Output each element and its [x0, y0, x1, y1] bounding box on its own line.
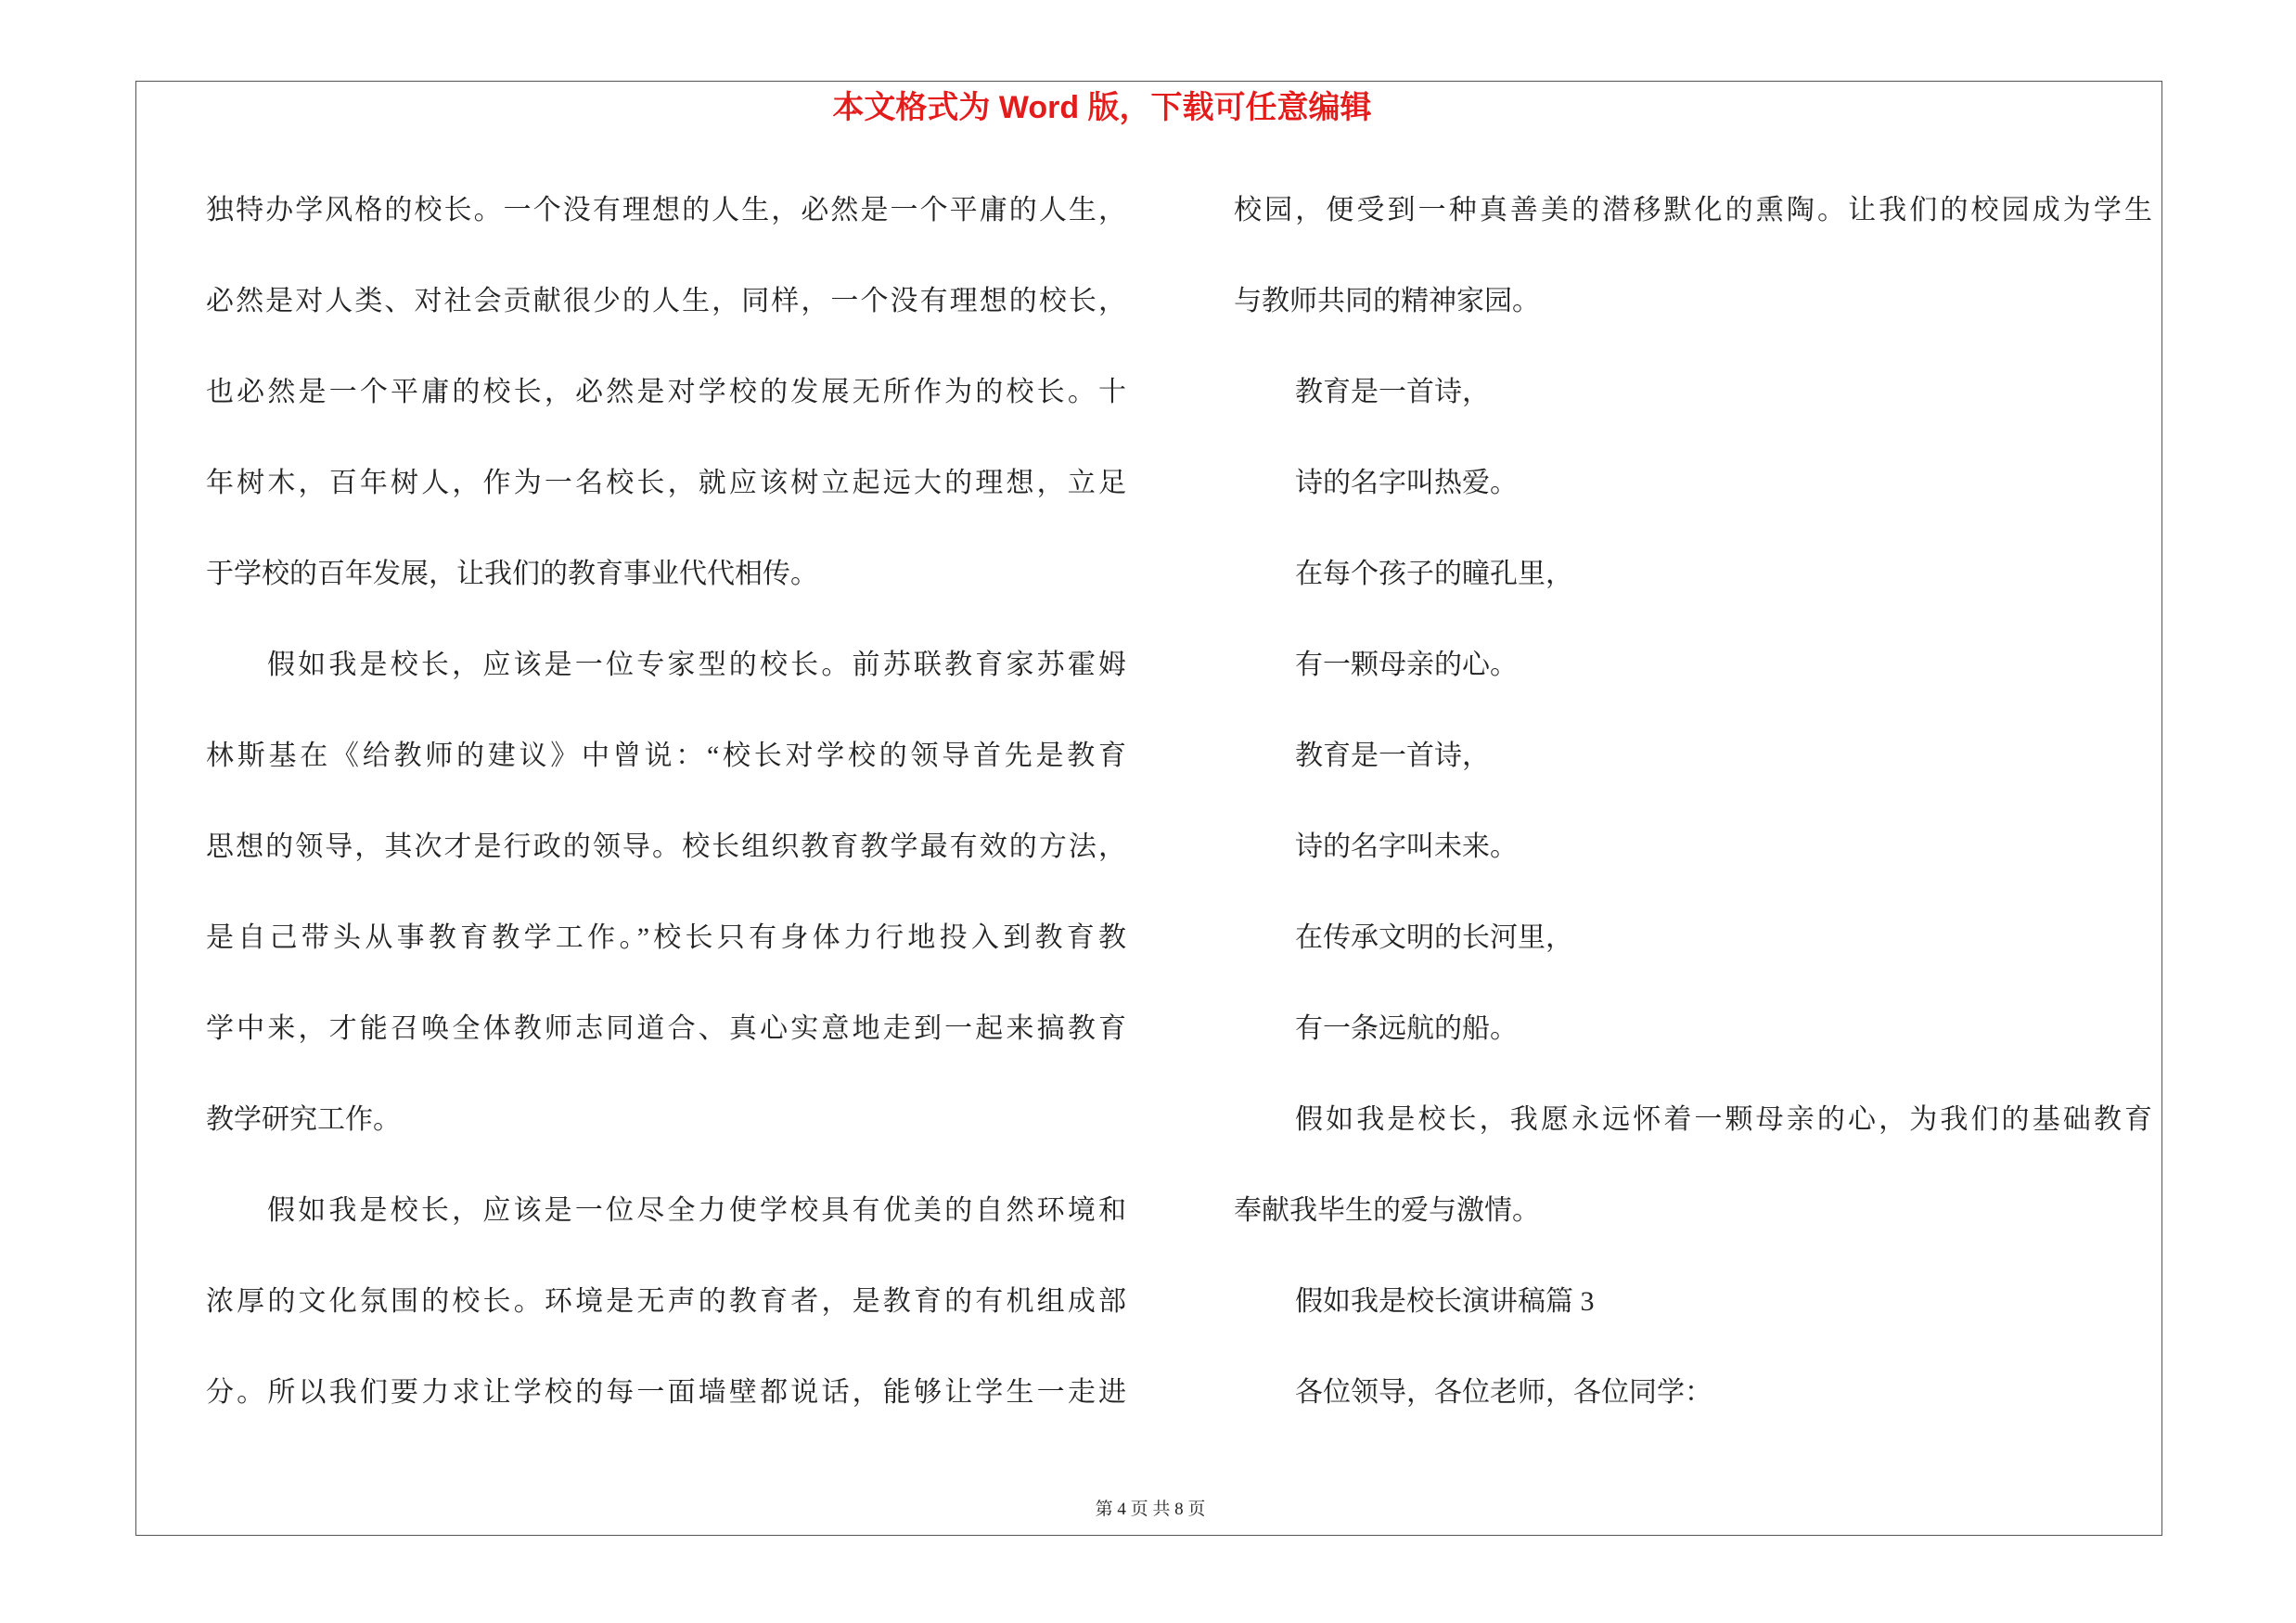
text-line: 浓厚的文化氛围的校长。环境是无声的教育者，是教育的有机组成部 — [206, 1286, 1126, 1317]
text-line: 与教师共同的精神家园。 — [1234, 286, 1540, 316]
page-number: 第 4 页 共 8 页 — [1095, 1500, 1206, 1519]
poem-line: 教育是一首诗， — [1295, 741, 1490, 771]
poem-line: 在每个孩子的瞳孔里， — [1295, 559, 1573, 589]
text-line: 假如我是校长，我愿永远怀着一颗母亲的心，为我们的基础教育 — [1295, 1104, 2152, 1135]
text-line: 学中来，才能召唤全体教师志同道合、真心实意地走到一起来搞教育 — [206, 1013, 1126, 1044]
salutation-line: 各位领导，各位老师，各位同学： — [1295, 1377, 1712, 1408]
poem-line: 诗的名字叫热爱。 — [1295, 468, 1518, 498]
section-heading: 假如我是校长演讲稿篇 3 — [1295, 1286, 1595, 1317]
text-line: 思想的领导，其次才是行政的领导。校长组织教育教学最有效的方法， — [206, 831, 1126, 862]
format-notice: 本文格式为 Word 版，下载可任意编辑 — [832, 90, 1372, 125]
poem-line: 有一颗母亲的心。 — [1295, 650, 1518, 680]
poem-line: 诗的名字叫未来。 — [1295, 831, 1518, 862]
text-line: 分。所以我们要力求让学校的每一面墙壁都说话，能够让学生一走进 — [206, 1377, 1126, 1408]
text-line: 也必然是一个平庸的校长，必然是对学校的发展无所作为的校长。十 — [206, 377, 1126, 407]
text-line: 假如我是校长，应该是一位专家型的校长。前苏联教育家苏霍姆 — [267, 650, 1126, 680]
text-line: 于学校的百年发展，让我们的教育事业代代相传。 — [206, 559, 818, 589]
left-column — [206, 165, 1126, 1438]
text-line: 校园，便受到一种真善美的潜移默化的熏陶。让我们的校园成为学生 — [1234, 195, 2152, 225]
text-line: 林斯基在《给教师的建议》中曾说：“校长对学校的领导首先是教育 — [206, 741, 1126, 771]
text-line: 教学研究工作。 — [206, 1104, 401, 1135]
text-line: 年树木，百年树人，作为一名校长，就应该树立起远大的理想，立足 — [206, 468, 1126, 498]
text-line: 假如我是校长，应该是一位尽全力使学校具有优美的自然环境和 — [267, 1195, 1126, 1226]
text-line: 是自己带头从事教育教学工作。”校长只有身体力行地投入到教育教 — [206, 922, 1126, 953]
text-line: 独特办学风格的校长。一个没有理想的人生，必然是一个平庸的人生， — [206, 195, 1126, 225]
poem-line: 在传承文明的长河里， — [1295, 922, 1573, 953]
text-line: 奉献我毕生的爱与激情。 — [1234, 1195, 1540, 1226]
poem-line: 教育是一首诗， — [1295, 377, 1490, 407]
right-column — [1234, 165, 2152, 1438]
poem-line: 有一条远航的船。 — [1295, 1013, 1518, 1044]
text-line: 必然是对人类、对社会贡献很少的人生，同样，一个没有理想的校长， — [206, 286, 1126, 316]
